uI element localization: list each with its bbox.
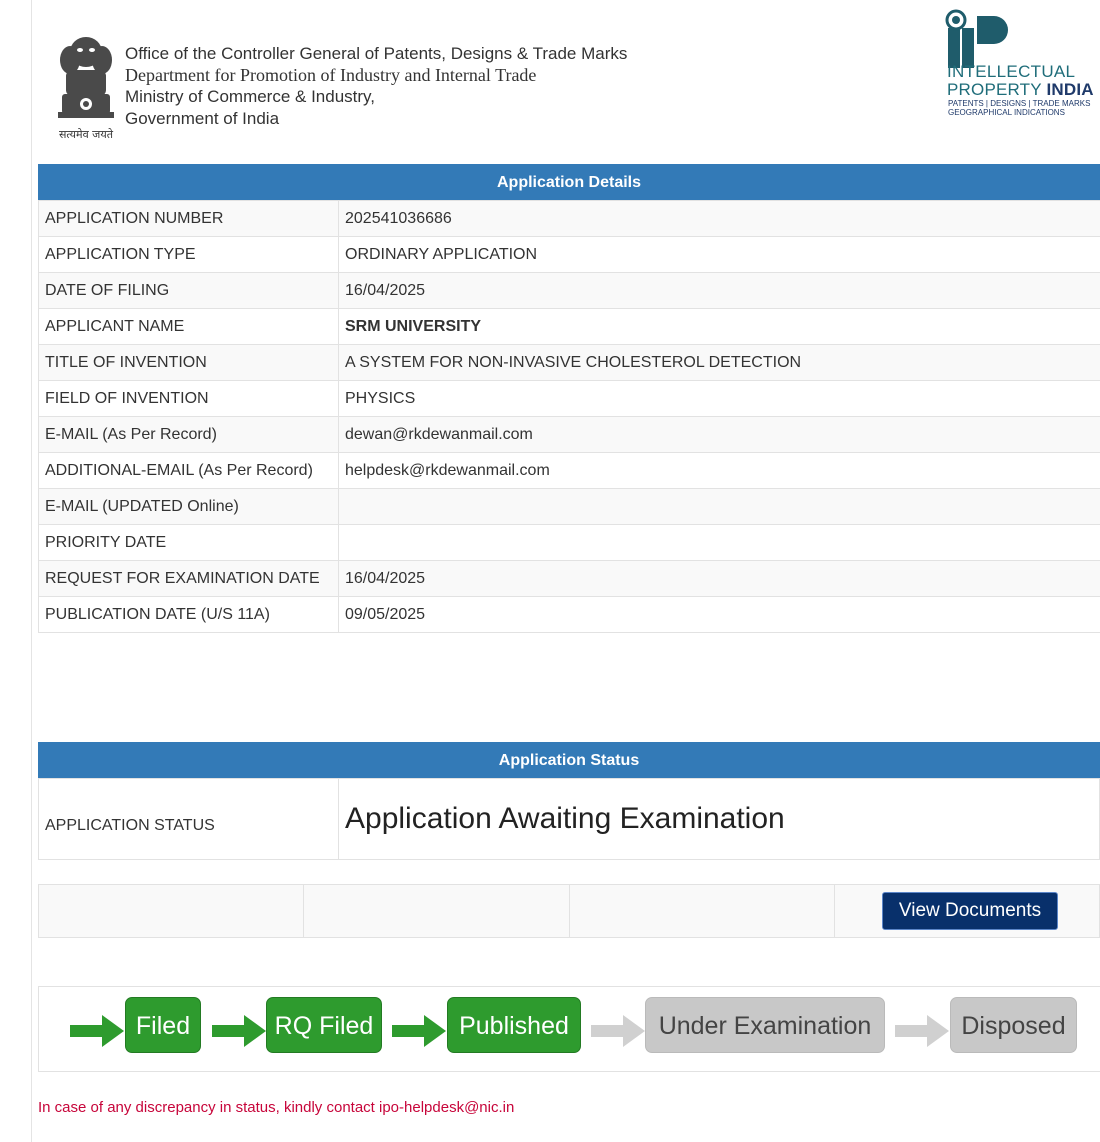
details-row	[39, 489, 1100, 525]
office-title-block	[125, 43, 627, 129]
details-label: FIELD OF INVENTION	[39, 381, 339, 417]
details-label: APPLICANT NAME	[39, 309, 339, 345]
application-details-heading: Application Details	[38, 164, 1100, 201]
details-label: REQUEST FOR EXAMINATION DATE	[39, 561, 339, 597]
details-row	[39, 417, 1100, 453]
details-row	[39, 273, 1100, 309]
details-row	[39, 561, 1100, 597]
details-label: APPLICATION NUMBER	[39, 201, 339, 237]
view-documents-button[interactable]: View Documents	[882, 892, 1058, 930]
details-row	[39, 201, 1100, 237]
logo-text-india: INDIA	[1046, 80, 1094, 99]
details-value: 202541036686	[339, 201, 1100, 237]
details-value: 16/04/2025	[339, 273, 1100, 309]
office-line-ministry: Ministry of Commerce & Industry,	[125, 87, 376, 106]
national-emblem-icon	[52, 32, 120, 144]
details-value: ORDINARY APPLICATION	[339, 237, 1100, 273]
details-value: helpdesk@rkdewanmail.com	[339, 453, 1100, 489]
details-row	[39, 597, 1100, 633]
details-value: 09/05/2025	[339, 597, 1100, 633]
stage-published: Published	[447, 997, 581, 1053]
office-line-government: Government of India	[125, 108, 280, 128]
details-label: PRIORITY DATE	[39, 525, 339, 561]
details-label: E-MAIL (As Per Record)	[39, 417, 339, 453]
discrepancy-note: In case of any discrepancy in status, kindly contact ipo-helpdesk@nic.in	[38, 1099, 515, 1116]
stage-disposed: Disposed	[950, 997, 1077, 1053]
logo-text-property: PROPERTY	[947, 80, 1047, 99]
details-label: ADDITIONAL-EMAIL (As Per Record)	[39, 453, 339, 489]
logo-text-tagline	[948, 99, 1090, 117]
logo-text-property-india	[947, 80, 1094, 100]
details-row	[39, 237, 1100, 273]
office-line-controller: Office of the Controller General of Patents, Designs & Trade Marks	[125, 44, 628, 63]
application-status-heading: Application Status	[38, 742, 1100, 779]
details-label: TITLE OF INVENTION	[39, 345, 339, 381]
emblem-caption: सत्यमेव जयते	[58, 128, 114, 141]
details-value: SRM UNIVERSITY	[339, 309, 1100, 345]
details-value: PHYSICS	[339, 381, 1100, 417]
status-label: APPLICATION STATUS	[39, 779, 339, 860]
office-line-department: Department for Promotion of Industry and Internal Trade	[125, 64, 537, 85]
documents-cell-3	[569, 885, 834, 938]
details-value: 16/04/2025	[339, 561, 1100, 597]
details-row	[39, 525, 1100, 561]
details-row	[39, 453, 1100, 489]
details-value: dewan@rkdewanmail.com	[339, 417, 1100, 453]
status-row	[39, 779, 1100, 860]
details-label: APPLICATION TYPE	[39, 237, 339, 273]
details-row	[39, 381, 1100, 417]
progress-arrow-icon	[591, 1015, 645, 1047]
application-status-table	[38, 778, 1100, 860]
page-left-border	[31, 0, 32, 1142]
details-value	[339, 489, 1100, 525]
details-value: A SYSTEM FOR NON-INVASIVE CHOLESTEROL DETECTION	[339, 345, 1100, 381]
progress-arrow-icon	[70, 1015, 124, 1047]
documents-cell-1	[39, 885, 304, 938]
details-label: PUBLICATION DATE (U/S 11A)	[39, 597, 339, 633]
application-details-table	[38, 200, 1100, 633]
stage-filed: Filed	[125, 997, 201, 1053]
logo-text-gi: GEOGRAPHICAL INDICATIONS	[948, 108, 1065, 117]
details-label: DATE OF FILING	[39, 273, 339, 309]
documents-cell-2	[304, 885, 569, 938]
details-value	[339, 525, 1100, 561]
details-label: E-MAIL (UPDATED Online)	[39, 489, 339, 525]
status-value: Application Awaiting Examination	[345, 802, 785, 835]
stage-rq-filed: RQ Filed	[266, 997, 382, 1053]
details-row	[39, 345, 1100, 381]
progress-arrow-icon	[392, 1015, 446, 1047]
progress-arrow-icon	[895, 1015, 949, 1047]
details-row	[39, 309, 1100, 345]
logo-text-ip-types: PATENTS | DESIGNS | TRADE MARKS	[948, 99, 1091, 108]
status-value-cell	[339, 779, 1100, 860]
stage-under-examination: Under Examination	[645, 997, 885, 1053]
logo-text-intellectual: INTELLECTUAL	[947, 62, 1076, 81]
progress-arrow-icon	[212, 1015, 266, 1047]
